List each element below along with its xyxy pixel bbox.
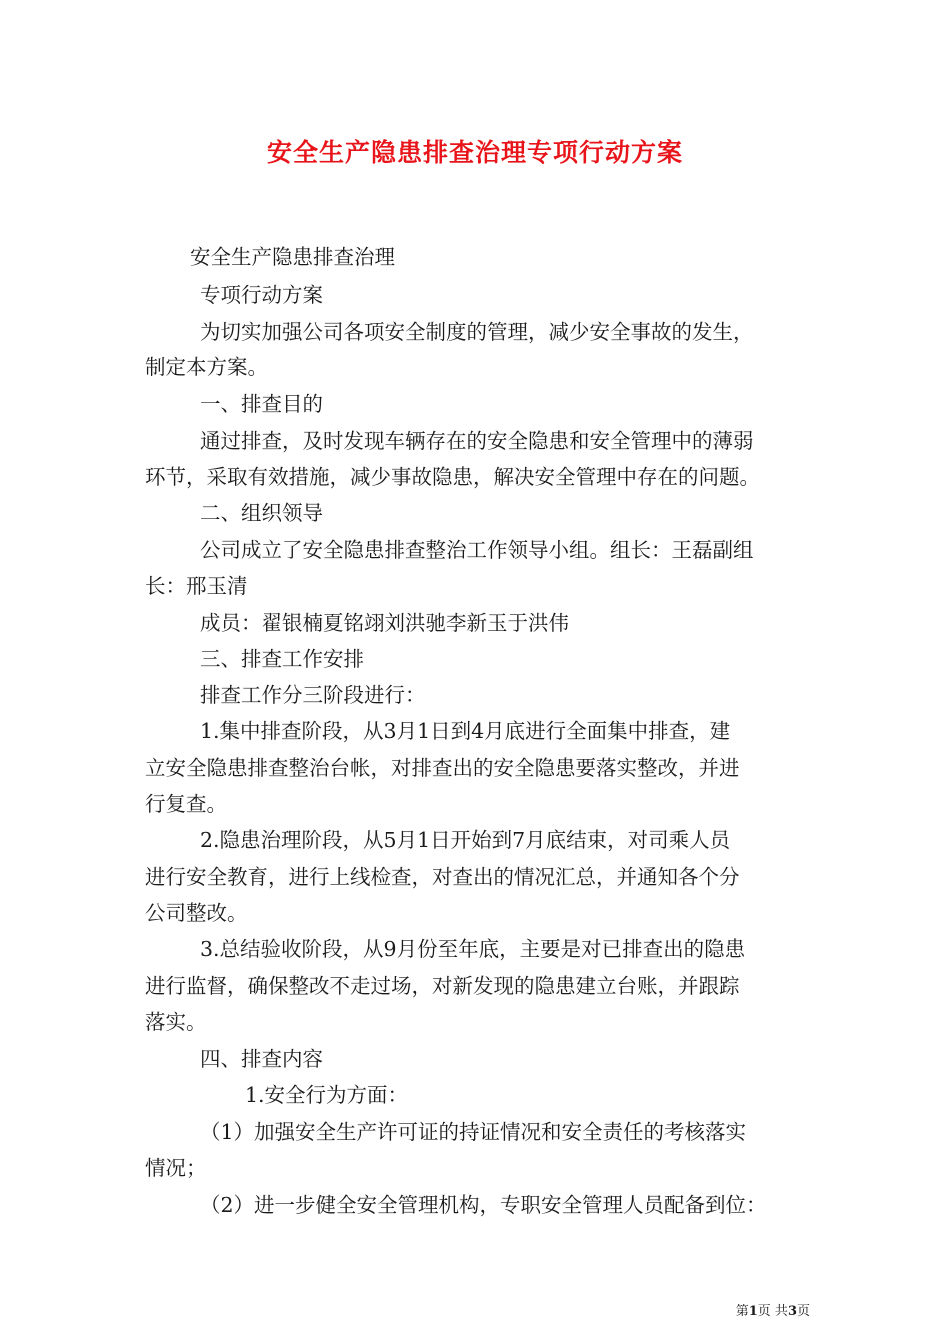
- body-line: 落实。: [145, 1010, 207, 1034]
- body-line: 制定本方案。: [145, 355, 268, 379]
- body-line: 长：邢玉清: [145, 574, 248, 598]
- page-middle: 页 共: [757, 1304, 788, 1319]
- body-line: 2.隐患治理阶段，从5月1日开始到7月底结束，对司乘人员: [200, 828, 731, 852]
- body-line: 3.总结验收阶段，从9月份至年底，主要是对已排查出的隐患: [200, 937, 746, 961]
- page-current: 1: [748, 1304, 758, 1319]
- body-line: 环节，采取有效措施，减少事故隐患，解决安全管理中存在的问题。: [145, 465, 760, 489]
- body-line: 为切实加强公司各项安全制度的管理，减少安全事故的发生，: [200, 320, 754, 344]
- body-line: 成员：翟银楠夏铭翊刘洪驰李新玉于洪伟: [200, 611, 569, 635]
- body-line: 进行监督，确保整改不走过场，对新发现的隐患建立台账，并跟踪: [145, 974, 740, 998]
- body-line: 专项行动方案: [200, 283, 323, 307]
- page-suffix: 页: [796, 1304, 810, 1319]
- page-prefix: 第: [735, 1304, 749, 1319]
- section-heading: 三、排查工作安排: [200, 647, 364, 671]
- body-line: 公司成立了安全隐患排查整治工作领导小组。组长：王磊副组: [200, 538, 754, 562]
- body-line: （1）加强安全生产许可证的持证情况和安全责任的考核落实: [200, 1120, 747, 1144]
- body-line: 通过排查，及时发现车辆存在的安全隐患和安全管理中的薄弱: [200, 429, 754, 453]
- body-line: （2）进一步健全安全管理机构，专职安全管理人员配备到位：: [200, 1193, 767, 1217]
- page-number: [736, 1300, 810, 1319]
- body-line: 排查工作分三阶段进行：: [200, 683, 426, 707]
- body-line: 情况；: [145, 1156, 207, 1180]
- section-heading: 一、排查目的: [200, 392, 323, 416]
- body-line: 进行安全教育，进行上线检查，对查出的情况汇总，并通知各个分: [145, 865, 740, 889]
- section-heading: 四、排查内容: [200, 1047, 323, 1071]
- body-line: 行复查。: [145, 792, 227, 816]
- body-line: 立安全隐患排查整治台帐，对排查出的安全隐患要落实整改，并进: [145, 756, 740, 780]
- body-line: 公司整改。: [145, 901, 248, 925]
- body-line: 1.集中排查阶段，从3月1日到4月底进行全面集中排查，建: [200, 719, 731, 743]
- page-total: 3: [787, 1304, 797, 1319]
- body-line: 安全生产隐患排查治理: [190, 245, 395, 269]
- body-line: 1.安全行为方面：: [245, 1083, 409, 1107]
- section-heading: 二、组织领导: [200, 501, 323, 525]
- document-title: 安全生产隐患排查治理专项行动方案: [266, 138, 683, 167]
